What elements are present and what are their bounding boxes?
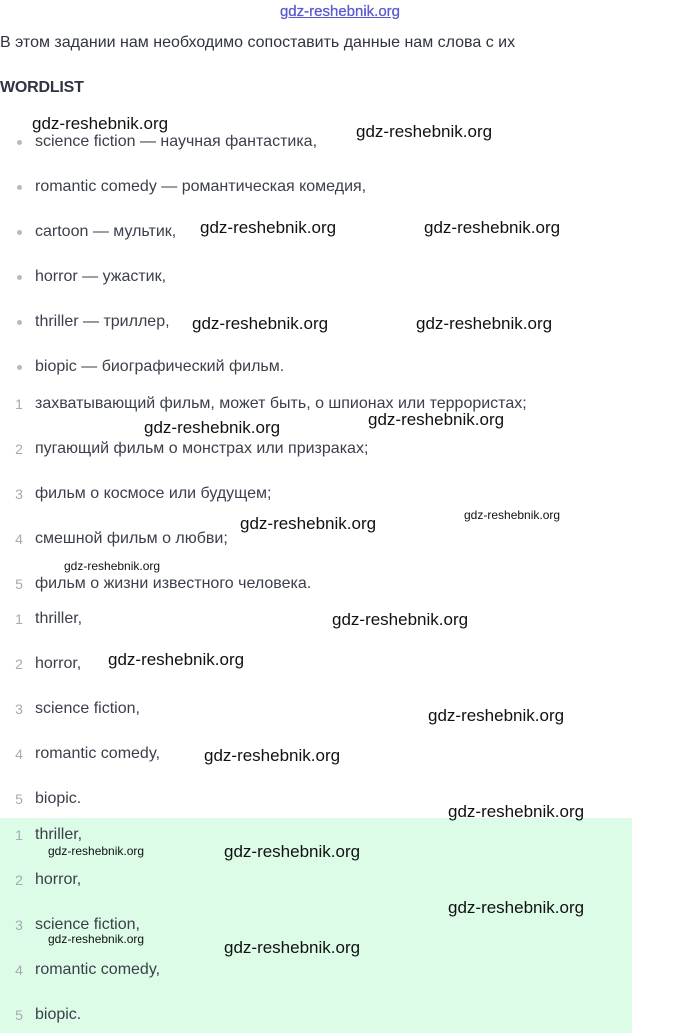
item-number: 5	[15, 1007, 23, 1023]
answer-text: horror,	[35, 871, 82, 888]
item-number: 4	[15, 531, 23, 547]
watermark: gdz-reshebnik.org	[48, 932, 145, 946]
bullet-icon	[17, 140, 22, 145]
item-number: 1	[15, 827, 23, 843]
bullet-icon	[17, 185, 22, 190]
watermark: gdz-reshebnik.org	[448, 802, 585, 821]
watermark: gdz-reshebnik.org	[204, 746, 341, 765]
watermark: gdz-reshebnik.org	[144, 418, 281, 437]
watermark: gdz-reshebnik.org	[464, 508, 561, 522]
wordlist-item-text: science fiction — научная фантастика,	[35, 133, 318, 150]
site-link[interactable]: gdz-reshebnik.org	[279, 3, 401, 20]
item-number: 2	[15, 872, 23, 888]
wordlist-item-text: biopic — биографический фильм.	[35, 358, 285, 375]
item-number: 5	[15, 791, 23, 807]
watermark: gdz-reshebnik.org	[64, 559, 161, 573]
answer-text: romantic comedy,	[35, 745, 161, 762]
answer-text: horror,	[35, 655, 82, 672]
bullet-icon	[17, 275, 22, 280]
item-number: 3	[15, 486, 23, 502]
answer-text: science fiction,	[35, 916, 140, 933]
definition-text: захватывающий фильм, может быть, о шпионах или террористах;	[35, 395, 527, 412]
definition-text: пугающий фильм о монстрах или призраках;	[35, 440, 369, 457]
item-number: 4	[15, 746, 23, 762]
watermark: gdz-reshebnik.org	[224, 842, 361, 861]
answer-text: romantic comedy,	[35, 961, 161, 978]
watermark: gdz-reshebnik.org	[424, 218, 561, 237]
watermark: gdz-reshebnik.org	[428, 706, 565, 725]
answer-text: thriller,	[35, 610, 83, 627]
item-number: 2	[15, 656, 23, 672]
wordlist-item-text: thriller — триллер,	[35, 313, 170, 330]
watermark: gdz-reshebnik.org	[108, 650, 245, 669]
watermark: gdz-reshebnik.org	[192, 314, 329, 333]
watermark: gdz-reshebnik.org	[224, 938, 361, 957]
answer-text: thriller,	[35, 826, 83, 843]
wordlist-item-text: horror — ужастик,	[35, 268, 167, 285]
item-number: 3	[15, 917, 23, 933]
answer-text: science fiction,	[35, 700, 140, 717]
definition-text: фильм о жизни известного человека.	[35, 575, 312, 592]
wordlist-item-text: cartoon — мультик,	[35, 223, 177, 240]
watermark: gdz-reshebnik.org	[32, 114, 169, 133]
answer-text: biopic.	[35, 1006, 82, 1023]
watermark: gdz-reshebnik.org	[200, 218, 337, 237]
item-number: 5	[15, 576, 23, 592]
item-number: 2	[15, 441, 23, 457]
definition-text: фильм о космосе или будущем;	[35, 485, 272, 502]
watermark: gdz-reshebnik.org	[448, 898, 585, 917]
item-number: 4	[15, 962, 23, 978]
item-number: 1	[15, 611, 23, 627]
bullet-icon	[17, 230, 22, 235]
bullet-icon	[17, 320, 22, 325]
wordlist-heading: WORDLIST	[0, 79, 84, 96]
item-number: 3	[15, 701, 23, 717]
definition-text: смешной фильм о любви;	[35, 530, 228, 547]
bullet-icon	[17, 365, 22, 370]
watermark: gdz-reshebnik.org	[48, 844, 145, 858]
item-number: 1	[15, 396, 23, 412]
watermark: gdz-reshebnik.org	[332, 610, 469, 629]
answer-text: biopic.	[35, 790, 82, 807]
watermark: gdz-reshebnik.org	[240, 514, 377, 533]
watermark: gdz-reshebnik.org	[356, 122, 493, 141]
watermark: gdz-reshebnik.org	[368, 410, 505, 429]
watermark: gdz-reshebnik.org	[416, 314, 553, 333]
wordlist-item-text: romantic comedy — романтическая комедия,	[35, 178, 367, 195]
intro-text: В этом задании нам необходимо сопоставить данные нам слова с их	[0, 34, 516, 51]
